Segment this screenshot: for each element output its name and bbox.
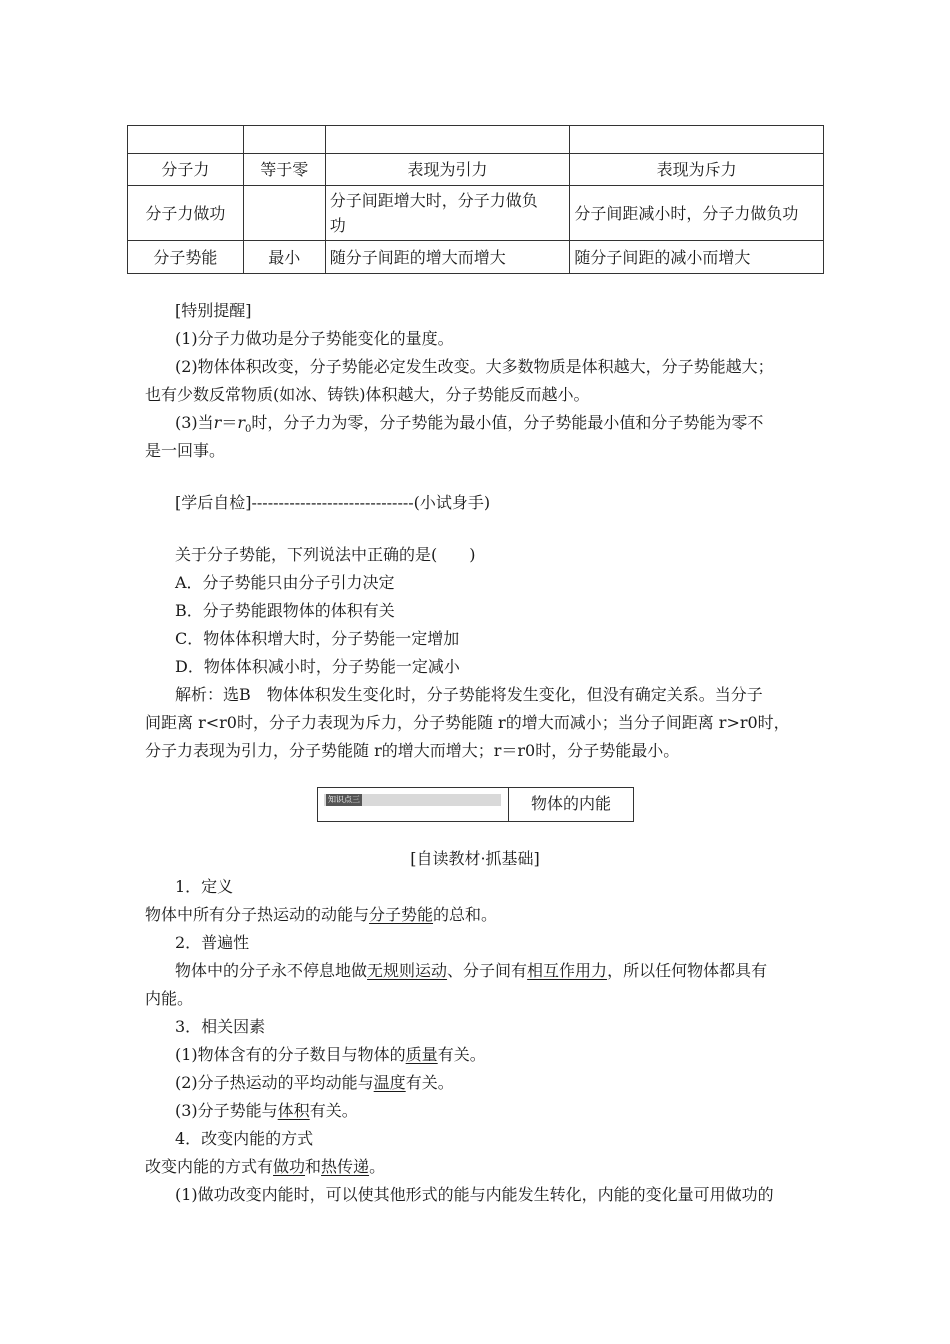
knowledge-point-box — [317, 787, 634, 822]
table-cell: 最小 — [243, 241, 325, 274]
paragraph: (1)做功改变内能时，可以使其他形式的能与内能发生转化，内能的变化量可用做功的 — [175, 1185, 774, 1204]
subheading: 1．定义 — [175, 877, 234, 896]
table-header-row — [128, 154, 824, 186]
knowledge-title: 物体的内能 — [531, 794, 612, 813]
table-row — [128, 241, 824, 274]
question: 关于分子势能，下列说法中正确的是( ) — [175, 545, 476, 564]
reminder-point-2: (2)物体体积改变，分子势能必定发生改变。大多数物质是体积越大，分子势能越大； — [175, 357, 774, 376]
subheading: 4．改变内能的方式 — [175, 1129, 314, 1148]
molecular-force-table — [127, 125, 824, 274]
paragraph-cont: 内能。 — [145, 989, 194, 1008]
analysis-line: 解析：选B 物体体积发生变化时，分子势能将发生变化，但没有确定关系。当分子 — [175, 685, 763, 704]
option-d: D．物体体积减小时，分子势能一定减小 — [175, 657, 460, 676]
factor-item: (2)分子热运动的平均动能与温度有关。 — [175, 1073, 454, 1092]
factor-item: (3)分子势能与体积有关。 — [175, 1101, 358, 1120]
row-label: 分子势能 — [128, 241, 244, 274]
option-b: B．分子势能跟物体的体积有关 — [175, 601, 395, 620]
paragraph: 物体中所有分子热运动的动能与分子势能的总和。 — [145, 905, 498, 924]
reminder-point-3: (3)当$r=r_0$时，分子力为零，分子势能为最小值，分子势能最小值和分子势能为零不 — [175, 413, 764, 436]
section-heading: [自读教材·抓基础] — [410, 849, 540, 868]
table-row — [128, 126, 824, 154]
table-row — [128, 186, 824, 241]
reminder-point-1: (1)分子力做功是分子势能变化的量度。 — [175, 329, 454, 348]
factor-item: (1)物体含有的分子数目与物体的质量有关。 — [175, 1045, 486, 1064]
row-label: 分子力做功 — [128, 186, 244, 241]
subheading: 3．相关因素 — [175, 1017, 266, 1036]
reminder-title: [特别提醒] — [175, 301, 252, 320]
reminder-point-2-cont: 也有少数反常物质(如冰、铸铁)体积越大，分子势能反而越小。 — [145, 385, 590, 404]
table-cell: 随分子间距的减小而增大 — [570, 241, 824, 274]
reminder-point-3-cont: 是一回事。 — [145, 441, 226, 460]
selfcheck-title: [学后自检]------------------------------(小试身手) — [175, 493, 491, 512]
header-cell: 表现为引力 — [325, 154, 570, 186]
option-a: A．分子势能只由分子引力决定 — [175, 573, 395, 592]
cell-line: 功 — [329, 216, 346, 235]
cell-line: 分子间距增大时，分子力做负 — [329, 191, 538, 210]
table-cell: 随分子间距的增大而增大 — [325, 241, 570, 274]
table-cell: 分子间距减小时，分子力做负功 — [570, 186, 824, 241]
divider — [508, 788, 509, 821]
table-cell — [325, 186, 570, 241]
analysis-line: 分子力表现为引力，分子势能随 r的增大而增大；r＝r0时，分子势能最小。 — [145, 741, 680, 760]
option-c: C．物体体积增大时，分子势能一定增加 — [175, 629, 460, 648]
knowledge-tag: 知识点三 — [328, 795, 360, 804]
header-cell: 分子力 — [128, 154, 244, 186]
paragraph: 改变内能的方式有做功和热传递。 — [145, 1157, 386, 1176]
table-cell — [243, 186, 325, 241]
analysis-line: 间距离 r<r0时，分子力表现为斥力，分子势能随 r的增大而减小；当分子间距离 r>r0时， — [145, 713, 790, 732]
knowledge-tag-bar — [324, 794, 501, 806]
subheading: 2．普遍性 — [175, 933, 250, 952]
header-cell: 表现为斥力 — [570, 154, 824, 186]
paragraph: 物体中的分子永不停息地做无规则运动、分子间有相互作用力，所以任何物体都具有 — [175, 961, 768, 980]
header-cell: 等于零 — [243, 154, 325, 186]
